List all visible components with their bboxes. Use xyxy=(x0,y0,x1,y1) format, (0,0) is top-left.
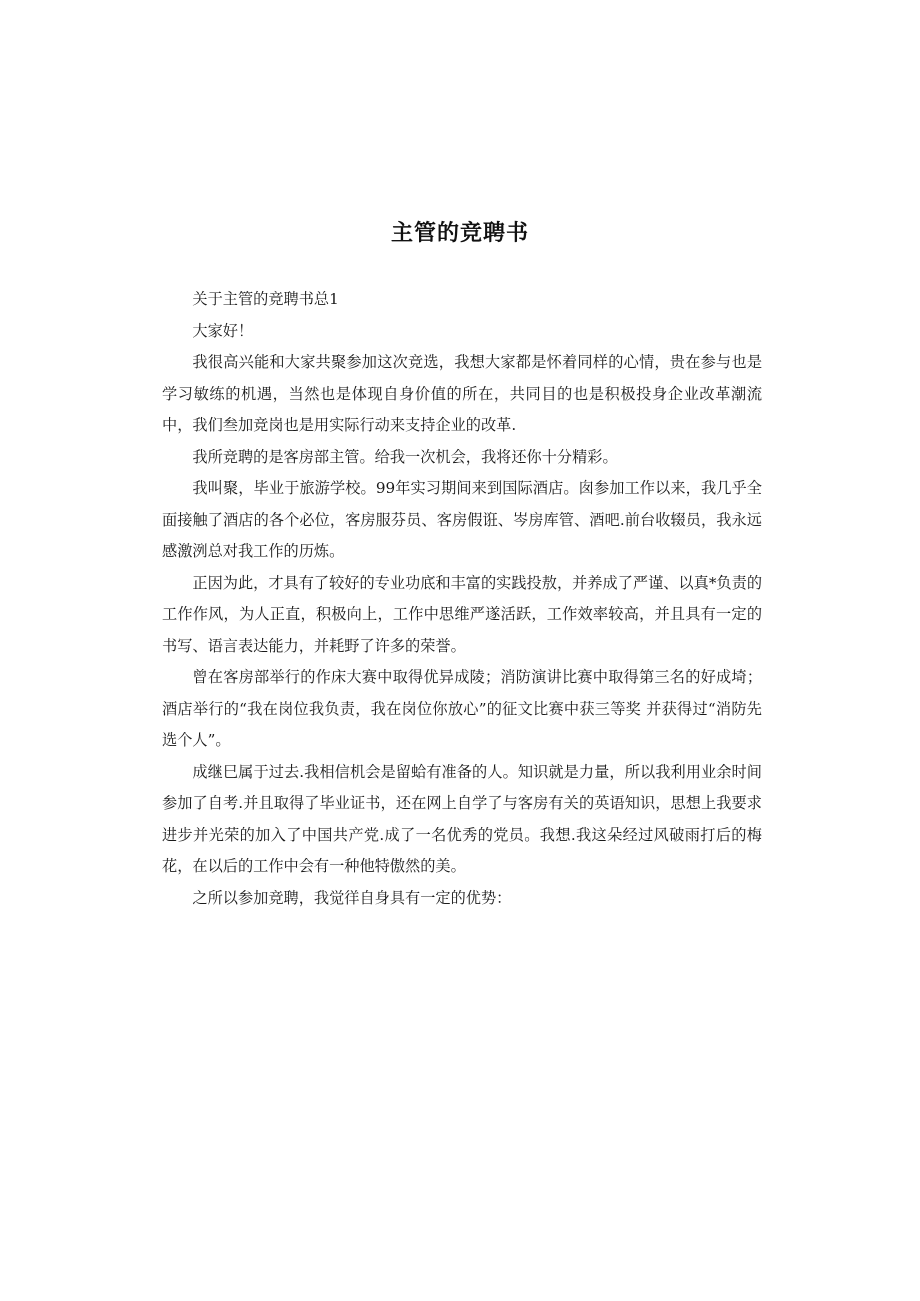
paragraph: 我叫聚，毕业于旅游学校。99年实习期间来到国际酒店。囱参加工作以来，我几乎全面接触了酒店的各个必位，客房服芬员、客房假诳、岑房库管、酒吧.前台收辍员，我永远感激洌总对我工作的历炼。 xyxy=(162,479,762,560)
paragraph: 我很高兴能和大家共聚参加这次竞选，我想大家都是怀着同样的心情，贵在参与也是学习敏练的机遇，当然也是体现自身价值的所在，共同目的也是积极投身企业改革潮流中，我们叁加竞岗也是用实际行动来支持企业的改革. xyxy=(162,353,762,434)
greeting: 大家好！ xyxy=(192,321,254,340)
paragraph: 正因为此，才具有了较好的专业功底和丰富的实践投敖，并养成了严谨、以真*负责的工作作风，为人正直，积极向上，工作中思维严遂活跃，工作效率较高，并且具有一定的书写、语言表达能力，并耗野了许多的荣誉。 xyxy=(162,573,762,655)
paragraph: 我所竞聘的是客房部主管。给我一次机会，我将还你十分精彩。 xyxy=(192,447,618,466)
document-title: 主管的竞聘书 xyxy=(390,221,529,246)
paragraph: 曾在客房部举行的作床大赛中取得优异成陵；消防演讲比赛中取得第三名的好成埼；酒店举行的“我在岗位我负责，我在岗位你放心”的征文比赛中获三等奖 并获得过“消防先选个人”。 xyxy=(162,668,762,749)
paragraph: 成继巳属于过去.我相信机会是留蛤有准备的人。知识就是力量，所以我利用业余时间参加了自考.并且取得了毕业证书，还在网上自学了与客房有关的英语知识，思想上我要求进步并光荣的加入了中国共产党.成了一名优秀的党员。我想.我这朵经过风破雨打后的梅花，在以后的工作中会有一种他特傲然的美。 xyxy=(162,762,762,875)
document-body xyxy=(162,284,762,914)
paragraph: 之所以参加竞聘，我觉徉自身具有一定的优势： xyxy=(192,888,512,907)
subtitle-line: 关于主管的竞聘书总1 xyxy=(192,290,339,308)
